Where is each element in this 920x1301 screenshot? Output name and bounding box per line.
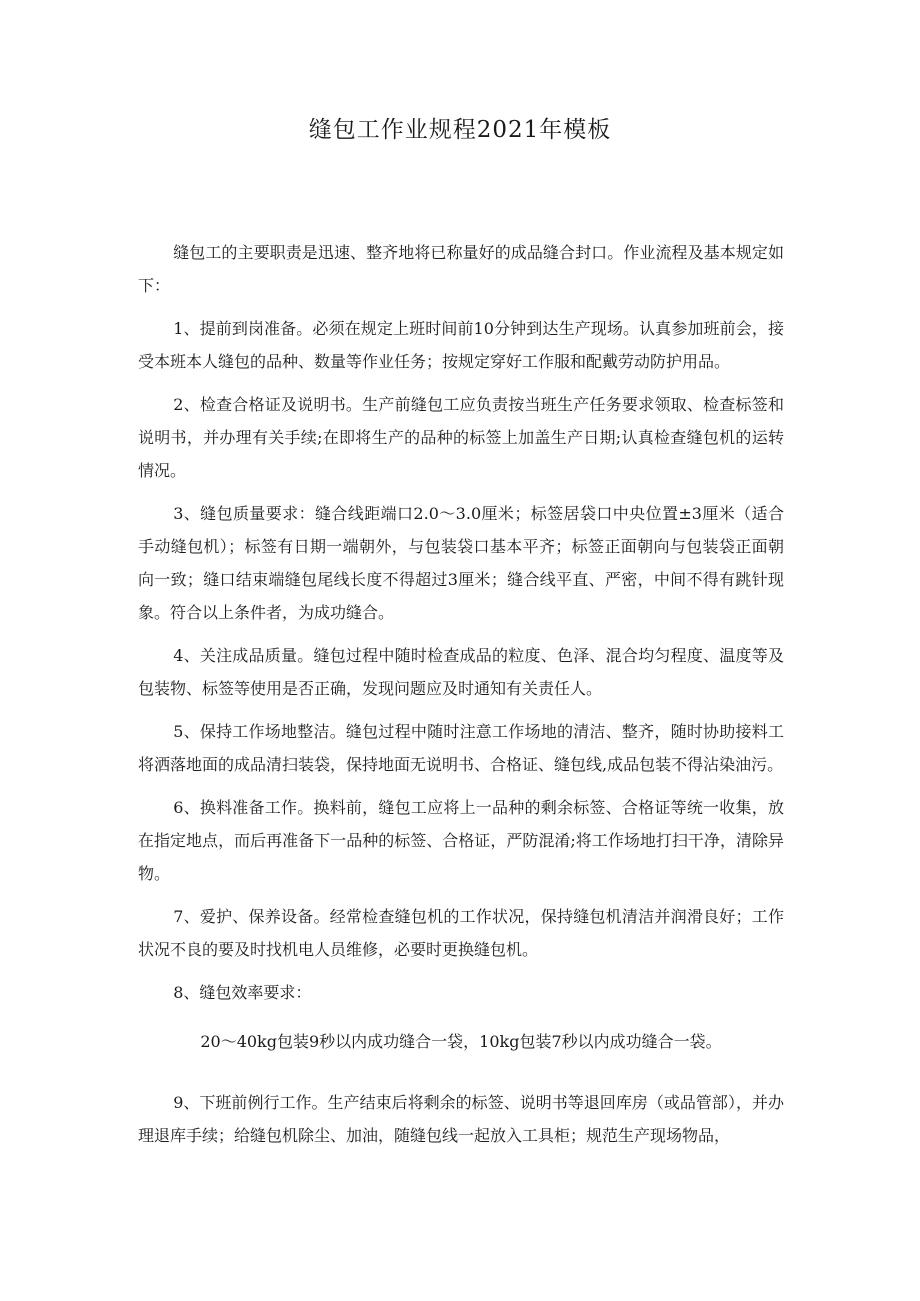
- rule-5-paragraph: 5、保持工作场地整洁。缝包过程中随时注意工作场地的清洁、整齐，随时协助接料工将洒落地面的成品清扫装袋，保持地面无说明书、合格证、缝包线,成品包装不得沾染油污。: [138, 722, 784, 774]
- rule-6-paragraph: 6、换料准备工作。换料前，缝包工应将上一品种的剩余标签、合格证等统一收集，放在指定地点，而后再准备下一品种的标签、合格证，严防混淆;将工作场地打扫干净，清除异物。: [138, 798, 784, 883]
- rule-3-paragraph: 3、缝包质量要求：缝合线距端口2.0～3.0厘米；标签居袋口中央位置±3厘米（适合手动缝包机）；标签有日期一端朝外，与包装袋口基本平齐；标签正面朝向与包装袋正面朝向一致；缝口结束端缝包尾线长度不得超过3厘米；缝合线平直、严密，中间不得有跳针现象。符合以上条件者，为成功缝合。: [138, 504, 784, 622]
- rule-1-paragraph: 1、提前到岗准备。必须在规定上班时间前10分钟到达生产现场。认真参加班前会，接受本班本人缝包的品种、数量等作业任务；按规定穿好工作服和配戴劳动防护用品。: [138, 319, 784, 371]
- document-title: 缝包工作业规程2021年模板: [308, 117, 612, 143]
- efficiency-requirement-line: 20～40kg包装9秒以内成功缝合一袋，10kg包装7秒以内成功缝合一袋。: [200, 1032, 722, 1051]
- rule-4-paragraph: 4、关注成品质量。缝包过程中随时检查成品的粒度、色泽、混合均匀程度、温度等及包装物、标签等使用是否正确，发现问题应及时通知有关责任人。: [138, 646, 784, 698]
- intro-paragraph: 缝包工的主要职责是迅速、整齐地将已称量好的成品缝合封口。作业流程及基本规定如下：: [138, 243, 784, 295]
- rule-2-paragraph: 2、检查合格证及说明书。生产前缝包工应负责按当班生产任务要求领取、检查标签和说明书，并办理有关手续;在即将生产的品种的标签上加盖生产日期;认真检查缝包机的运转情况。: [138, 395, 784, 480]
- rule-8-paragraph: 8、缝包效率要求：: [173, 983, 312, 1002]
- rule-7-paragraph: 7、爱护、保养设备。经常检查缝包机的工作状况，保持缝包机清洁并润滑良好；工作状况不良的要及时找机电人员维修，必要时更换缝包机。: [138, 907, 784, 959]
- document-body: [138, 236, 784, 1162]
- rule-9-paragraph: 9、下班前例行工作。生产结束后将剩余的标签、说明书等退回库房（或品管部），并办理退库手续；给缝包机除尘、加油，随缝包线一起放入工具柜；规范生产现场物品，: [138, 1093, 784, 1145]
